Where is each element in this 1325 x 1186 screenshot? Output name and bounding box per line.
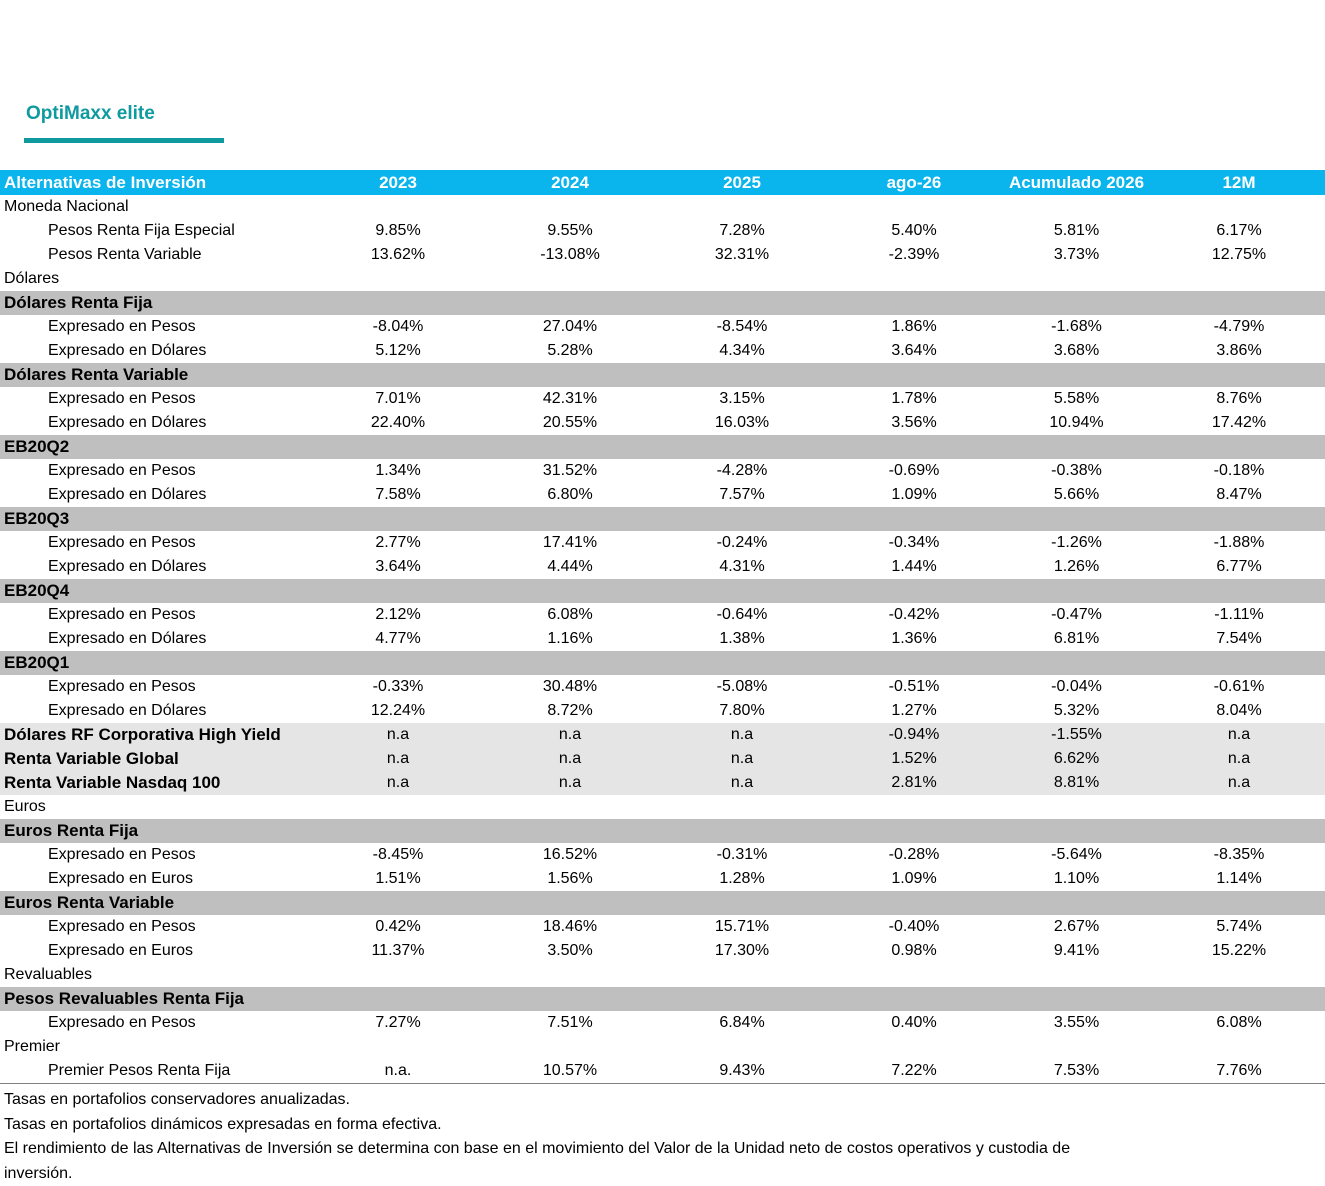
value-cell: 12.24% bbox=[370, 702, 426, 719]
footnote: Tasas en portafolios conservadores anualizadas. bbox=[4, 1091, 350, 1108]
value-cell: 30.48% bbox=[542, 678, 598, 695]
value-cell: -0.42% bbox=[888, 606, 940, 623]
value-cell: 20.55% bbox=[542, 414, 598, 431]
value-cell: 15.22% bbox=[1211, 942, 1267, 959]
row-label: Expresado en Dólares bbox=[48, 630, 207, 647]
value-cell: 17.30% bbox=[714, 942, 770, 959]
value-cell: 5.81% bbox=[1053, 222, 1100, 239]
row-label: EB20Q2 bbox=[4, 437, 70, 456]
value-cell: 6.81% bbox=[1053, 630, 1100, 647]
table-row bbox=[0, 459, 1325, 483]
value-cell: 5.40% bbox=[891, 222, 937, 239]
row-label: Expresado en Dólares bbox=[48, 486, 207, 503]
value-cell: 16.52% bbox=[542, 846, 598, 863]
subsection-row bbox=[0, 291, 1325, 315]
table-row bbox=[0, 1059, 1325, 1084]
table-row bbox=[0, 843, 1325, 867]
header-column: Acumulado 2026 bbox=[1008, 172, 1145, 192]
row-label: Expresado en Pesos bbox=[48, 462, 196, 479]
value-cell: n.a bbox=[730, 774, 754, 791]
row-label: Dólares RF Corporativa High Yield bbox=[4, 725, 281, 744]
table-row bbox=[0, 603, 1325, 627]
value-cell: 4.44% bbox=[547, 558, 593, 575]
row-label: Premier bbox=[4, 1038, 61, 1055]
value-cell: 3.73% bbox=[1053, 246, 1100, 263]
value-cell: n.a bbox=[558, 726, 582, 743]
table-row bbox=[0, 531, 1325, 555]
value-cell: 10.94% bbox=[1049, 414, 1104, 431]
value-cell: -8.35% bbox=[1213, 846, 1265, 863]
value-cell: 4.31% bbox=[719, 558, 765, 575]
subsection-row bbox=[0, 987, 1325, 1011]
value-cell: n.a. bbox=[384, 1062, 412, 1079]
value-cell: -1.11% bbox=[1214, 606, 1264, 623]
value-cell: 5.66% bbox=[1053, 486, 1100, 503]
table-row bbox=[0, 747, 1325, 771]
table-row bbox=[0, 555, 1325, 579]
row-label: Expresado en Dólares bbox=[48, 414, 207, 431]
value-cell: 3.64% bbox=[891, 342, 937, 359]
value-cell: 3.55% bbox=[1053, 1014, 1100, 1031]
value-cell: 1.34% bbox=[375, 462, 421, 479]
value-cell: n.a bbox=[730, 750, 754, 767]
value-cell: -0.94% bbox=[888, 726, 940, 743]
value-cell: n.a bbox=[730, 726, 754, 743]
row-label: Expresado en Pesos bbox=[48, 678, 196, 695]
value-cell: 8.47% bbox=[1216, 486, 1262, 503]
value-cell: 9.55% bbox=[547, 222, 593, 239]
value-cell: 3.64% bbox=[375, 558, 421, 575]
value-cell: 0.42% bbox=[375, 918, 421, 935]
value-cell: 1.51% bbox=[375, 870, 421, 887]
value-cell: -0.24% bbox=[716, 534, 768, 551]
header-column: 2024 bbox=[551, 172, 589, 192]
row-label: Euros bbox=[4, 798, 46, 815]
table-row bbox=[0, 1011, 1325, 1035]
value-cell: 8.76% bbox=[1216, 390, 1262, 407]
table-row bbox=[0, 315, 1325, 339]
table-row bbox=[0, 411, 1325, 435]
value-cell: n.a bbox=[386, 774, 410, 791]
value-cell: 15.71% bbox=[714, 918, 770, 935]
value-cell: 1.86% bbox=[891, 318, 937, 335]
table-row bbox=[0, 387, 1325, 411]
row-label: Premier Pesos Renta Fija bbox=[48, 1062, 231, 1079]
row-label: Expresado en Euros bbox=[48, 942, 193, 959]
value-cell: 6.08% bbox=[547, 606, 593, 623]
value-cell: 18.46% bbox=[542, 918, 598, 935]
value-cell: 7.53% bbox=[1053, 1062, 1100, 1079]
value-cell: 6.62% bbox=[1053, 750, 1100, 767]
value-cell: 1.52% bbox=[891, 750, 937, 767]
value-cell: 10.57% bbox=[542, 1062, 598, 1079]
table-row bbox=[0, 627, 1325, 651]
value-cell: -0.61% bbox=[1213, 678, 1265, 695]
table-row bbox=[0, 699, 1325, 723]
row-label: Pesos Renta Fija Especial bbox=[48, 222, 235, 239]
value-cell: 1.09% bbox=[891, 870, 937, 887]
table-row bbox=[0, 771, 1325, 795]
value-cell: -4.28% bbox=[716, 462, 768, 479]
row-label: Expresado en Dólares bbox=[48, 702, 207, 719]
value-cell: -0.34% bbox=[888, 534, 940, 551]
value-cell: 16.03% bbox=[714, 414, 770, 431]
subsection-row bbox=[0, 435, 1325, 459]
header-column: ago-26 bbox=[886, 172, 942, 192]
row-label: Expresado en Pesos bbox=[48, 534, 196, 551]
value-cell: 5.74% bbox=[1216, 918, 1262, 935]
subsection-row bbox=[0, 891, 1325, 915]
table-row bbox=[0, 915, 1325, 939]
row-label: Pesos Renta Variable bbox=[48, 246, 202, 263]
value-cell: 7.27% bbox=[375, 1014, 421, 1031]
value-cell: 8.72% bbox=[547, 702, 593, 719]
value-cell: -0.33% bbox=[372, 678, 424, 695]
value-cell: 17.41% bbox=[542, 534, 598, 551]
value-cell: 1.14% bbox=[1216, 870, 1262, 887]
value-cell: 3.56% bbox=[891, 414, 937, 431]
value-cell: -0.64% bbox=[716, 606, 768, 623]
row-label: Expresado en Pesos bbox=[48, 606, 196, 623]
value-cell: 2.81% bbox=[891, 774, 937, 791]
row-label: EB20Q1 bbox=[4, 653, 70, 672]
value-cell: 1.44% bbox=[891, 558, 937, 575]
value-cell: 6.84% bbox=[719, 1014, 765, 1031]
row-label: Pesos Revaluables Renta Fija bbox=[4, 989, 244, 1008]
value-cell: -0.47% bbox=[1051, 606, 1102, 623]
value-cell: n.a bbox=[558, 774, 582, 791]
returns-table bbox=[0, 170, 1325, 1084]
value-cell: 42.31% bbox=[542, 390, 598, 407]
header-column: 2023 bbox=[379, 172, 417, 192]
table-row bbox=[0, 219, 1325, 243]
value-cell: 3.86% bbox=[1216, 342, 1262, 359]
subsection-row bbox=[0, 651, 1325, 675]
value-cell: 6.08% bbox=[1216, 1014, 1262, 1031]
value-cell: n.a bbox=[1227, 750, 1251, 767]
value-cell: 1.28% bbox=[719, 870, 765, 887]
value-cell: 6.77% bbox=[1216, 558, 1262, 575]
row-label: Revaluables bbox=[4, 966, 93, 983]
row-label: Expresado en Pesos bbox=[48, 1014, 196, 1031]
value-cell: 32.31% bbox=[714, 246, 770, 263]
table-header bbox=[0, 170, 1325, 195]
section-row bbox=[0, 195, 1325, 219]
table-row bbox=[0, 939, 1325, 963]
value-cell: 5.28% bbox=[547, 342, 593, 359]
value-cell: -13.08% bbox=[540, 246, 600, 263]
table-row bbox=[0, 339, 1325, 363]
value-cell: -1.88% bbox=[1213, 534, 1265, 551]
row-label: Expresado en Pesos bbox=[48, 390, 196, 407]
value-cell: -0.28% bbox=[888, 846, 940, 863]
value-cell: 9.43% bbox=[719, 1062, 765, 1079]
row-label: Euros Renta Fija bbox=[4, 821, 139, 840]
value-cell: -2.39% bbox=[888, 246, 940, 263]
table-row bbox=[0, 723, 1325, 747]
header-column: 12M bbox=[1222, 172, 1256, 192]
row-label: Renta Variable Global bbox=[4, 749, 179, 768]
value-cell: -0.69% bbox=[888, 462, 940, 479]
value-cell: 7.57% bbox=[719, 486, 765, 503]
section-row bbox=[0, 1035, 1325, 1059]
value-cell: 8.04% bbox=[1216, 702, 1262, 719]
value-cell: 1.27% bbox=[891, 702, 937, 719]
value-cell: 6.17% bbox=[1216, 222, 1262, 239]
header-label: Alternativas de Inversión bbox=[4, 172, 207, 192]
value-cell: 7.51% bbox=[547, 1014, 593, 1031]
value-cell: 1.78% bbox=[891, 390, 937, 407]
value-cell: 1.36% bbox=[891, 630, 937, 647]
value-cell: 2.67% bbox=[1053, 918, 1100, 935]
value-cell: 9.85% bbox=[375, 222, 421, 239]
value-cell: 7.54% bbox=[1216, 630, 1262, 647]
section-row bbox=[0, 267, 1325, 291]
value-cell: 22.40% bbox=[370, 414, 426, 431]
row-label: Dólares Renta Fija bbox=[4, 293, 153, 312]
value-cell: 5.58% bbox=[1053, 390, 1100, 407]
value-cell: -0.51% bbox=[888, 678, 940, 695]
value-cell: 7.01% bbox=[375, 390, 421, 407]
value-cell: 5.12% bbox=[375, 342, 421, 359]
value-cell: n.a bbox=[386, 750, 410, 767]
row-label: Dólares bbox=[4, 270, 60, 287]
table-row bbox=[0, 675, 1325, 699]
value-cell: 17.42% bbox=[1211, 414, 1267, 431]
subsection-row bbox=[0, 819, 1325, 843]
value-cell: 2.12% bbox=[375, 606, 421, 623]
value-cell: -0.04% bbox=[1051, 678, 1102, 695]
value-cell: -0.31% bbox=[716, 846, 768, 863]
value-cell: 13.62% bbox=[370, 246, 426, 263]
value-cell: 1.56% bbox=[547, 870, 593, 887]
value-cell: 7.22% bbox=[891, 1062, 937, 1079]
value-cell: n.a bbox=[558, 750, 582, 767]
value-cell: 9.41% bbox=[1053, 942, 1100, 959]
value-cell: 0.98% bbox=[891, 942, 937, 959]
footnote: Tasas en portafolios dinámicos expresadas en forma efectiva. bbox=[4, 1115, 442, 1133]
value-cell: 1.16% bbox=[547, 630, 593, 647]
brand-underline bbox=[24, 138, 224, 143]
value-cell: n.a bbox=[1227, 774, 1251, 791]
row-label: Expresado en Pesos bbox=[48, 318, 196, 335]
table-row bbox=[0, 867, 1325, 891]
value-cell: 4.77% bbox=[375, 630, 421, 647]
row-label: Expresado en Dólares bbox=[48, 342, 207, 359]
value-cell: 1.38% bbox=[719, 630, 765, 647]
footnote: El rendimiento de las Alternativas de Inversión se determina con base en el movimiento del Valor de la Unidad neto de costos operativos y custodia de inversión. bbox=[4, 1140, 1071, 1182]
brand-title: OptiMaxx elite bbox=[26, 103, 155, 124]
value-cell: 12.75% bbox=[1211, 246, 1267, 263]
value-cell: 6.80% bbox=[547, 486, 593, 503]
row-label: Dólares Renta Variable bbox=[4, 365, 189, 384]
value-cell: -5.08% bbox=[716, 678, 768, 695]
value-cell: -0.40% bbox=[888, 918, 940, 935]
row-label: EB20Q3 bbox=[4, 509, 70, 528]
value-cell: -5.64% bbox=[1051, 846, 1102, 863]
value-cell: n.a bbox=[1227, 726, 1251, 743]
subsection-row bbox=[0, 507, 1325, 531]
value-cell: -4.79% bbox=[1213, 318, 1265, 335]
value-cell: -8.54% bbox=[716, 318, 768, 335]
row-label: Expresado en Euros bbox=[48, 870, 193, 887]
value-cell: 2.77% bbox=[375, 534, 421, 551]
value-cell: 4.34% bbox=[719, 342, 765, 359]
section-row bbox=[0, 963, 1325, 987]
subsection-row bbox=[0, 579, 1325, 603]
subsection-row bbox=[0, 363, 1325, 387]
value-cell: n.a bbox=[386, 726, 410, 743]
value-cell: 1.09% bbox=[891, 486, 937, 503]
row-label: Expresado en Dólares bbox=[48, 558, 207, 575]
value-cell: -1.55% bbox=[1051, 726, 1102, 743]
value-cell: 3.15% bbox=[719, 390, 765, 407]
value-cell: 11.37% bbox=[371, 942, 425, 959]
value-cell: 7.76% bbox=[1216, 1062, 1262, 1079]
header-column: 2025 bbox=[723, 172, 761, 192]
value-cell: -0.38% bbox=[1051, 462, 1102, 479]
value-cell: 3.68% bbox=[1053, 342, 1100, 359]
value-cell: -8.04% bbox=[372, 318, 424, 335]
value-cell: 1.26% bbox=[1053, 558, 1100, 575]
value-cell: 1.10% bbox=[1053, 870, 1100, 887]
section-row bbox=[0, 795, 1325, 819]
value-cell: -1.68% bbox=[1051, 318, 1102, 335]
row-label: EB20Q4 bbox=[4, 581, 70, 600]
value-cell: 3.50% bbox=[547, 942, 593, 959]
value-cell: 0.40% bbox=[891, 1014, 937, 1031]
row-label: Expresado en Pesos bbox=[48, 846, 196, 863]
value-cell: 31.52% bbox=[542, 462, 598, 479]
value-cell: -0.18% bbox=[1213, 462, 1265, 479]
row-label: Expresado en Pesos bbox=[48, 918, 196, 935]
table-row bbox=[0, 483, 1325, 507]
value-cell: 7.80% bbox=[719, 702, 765, 719]
value-cell: -1.26% bbox=[1051, 534, 1102, 551]
row-label: Euros Renta Variable bbox=[4, 893, 175, 912]
value-cell: -8.45% bbox=[372, 846, 424, 863]
footnotes bbox=[4, 1088, 1104, 1186]
value-cell: 7.28% bbox=[719, 222, 765, 239]
value-cell: 8.81% bbox=[1053, 774, 1100, 791]
table-row bbox=[0, 243, 1325, 267]
row-label: Renta Variable Nasdaq 100 bbox=[4, 773, 221, 792]
value-cell: 5.32% bbox=[1053, 702, 1100, 719]
value-cell: 27.04% bbox=[542, 318, 598, 335]
value-cell: 7.58% bbox=[375, 486, 421, 503]
row-label: Moneda Nacional bbox=[4, 198, 129, 215]
